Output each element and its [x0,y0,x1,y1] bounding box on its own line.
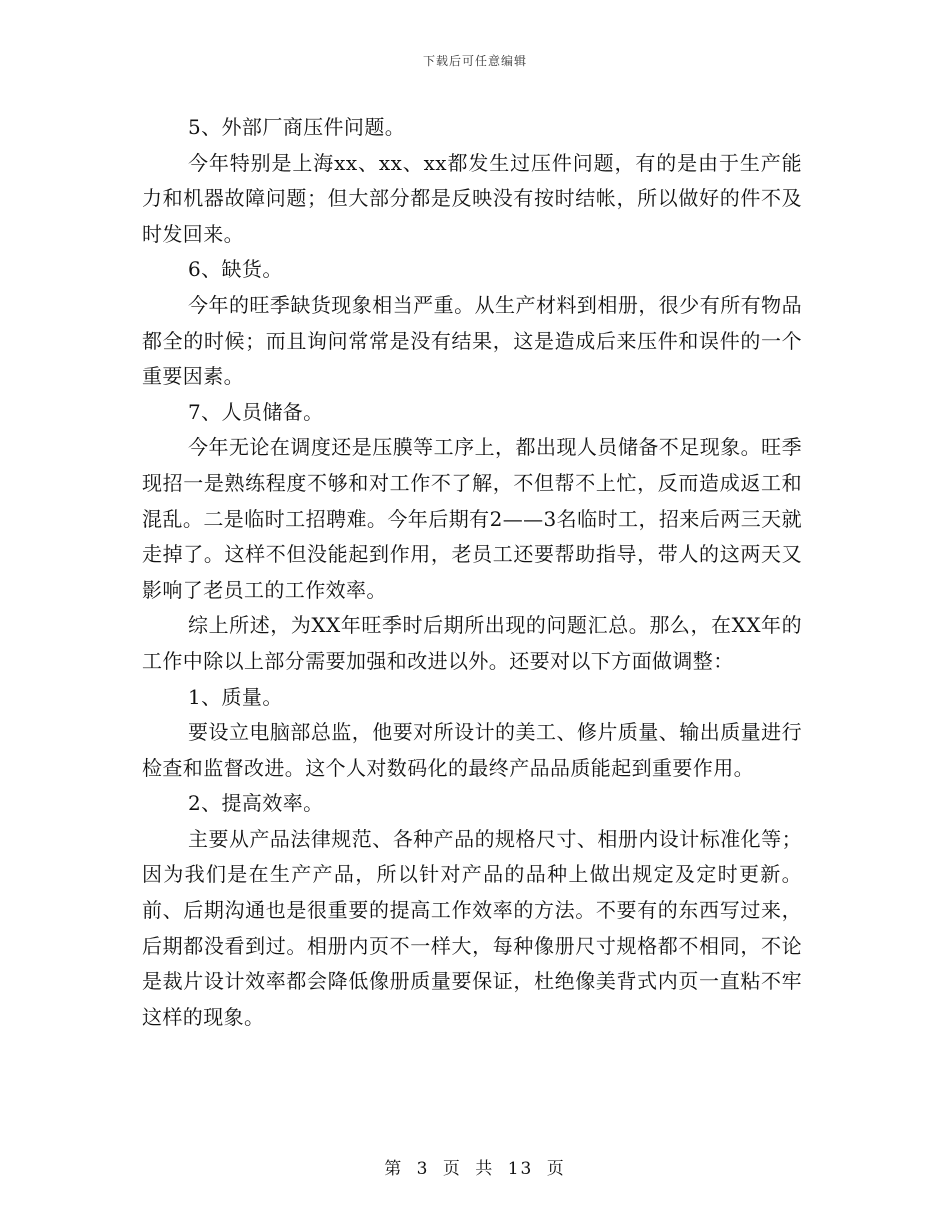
section-heading-2: 2、提高效率。 [188,791,324,816]
page-number: 第 3 页 共 13 页 [384,1159,566,1179]
section-heading-1: 1、质量。 [188,684,283,709]
section-heading-7: 7、人员储备。 [188,399,324,424]
document-body [142,110,802,1035]
section-heading-6: 6、缺货。 [188,257,283,282]
paragraph-body: 要设立电脑部总监，他要对所设计的美工、修片质量、输出质量进行检查和监督改进。这个人对数码化的最终产品品质能起到重要作用。 [142,720,802,780]
paragraph-body: 今年的旺季缺货现象相当严重。从生产材料到相册，很少有所有物品都全的时候；而且询问常常是没有结果，这是造成后来压件和误件的一个重要因素。 [142,292,802,389]
section-heading-5: 5、外部厂商压件问题。 [188,115,406,139]
summary-paragraph: 综上所述，为XX年旺季时后期所出现的问题汇总。那么，在XX年的工作中除以上部分需要加强和改进以外。还要对以下方面做调整： [142,613,802,673]
paragraph-body: 今年特别是上海xx、xx、xx都发生过压件问题，有的是由于生产能力和机器故障问题；但大部分都是反映没有按时结帐，所以做好的件不及时发回来。 [142,150,802,246]
paragraph-body: 主要从产品法律规范、各种产品的规格尺寸、相册内设计标准化等；因为我们是在生产产品，所以针对产品的品种上做出规定及定时更新。前、后期沟通也是很重要的提高工作效率的方法。不要有的东西写过来，后期都没看到过。相册内页不一样大，每种像册尺寸规格都不相同，不论是裁片设计效率都会降低像册质量要保证，杜绝像美背式内页一直粘不牢这样的现象。 [142,826,802,1029]
paragraph-body: 今年无论在调度还是压膜等工序上，都出现人员储备不足现象。旺季现招一是熟练程度不够和对工作不了解，不但帮不上忙，反而造成返工和混乱。二是临时工招聘难。今年后期有2——3名临时工，招来后两三天就走掉了。这样不但没能起到作用，老员工还要帮助指导，带人的这两天又影响了老员工的工作效率。 [142,435,802,602]
page-header: 下载后可任意编辑 [422,54,527,68]
